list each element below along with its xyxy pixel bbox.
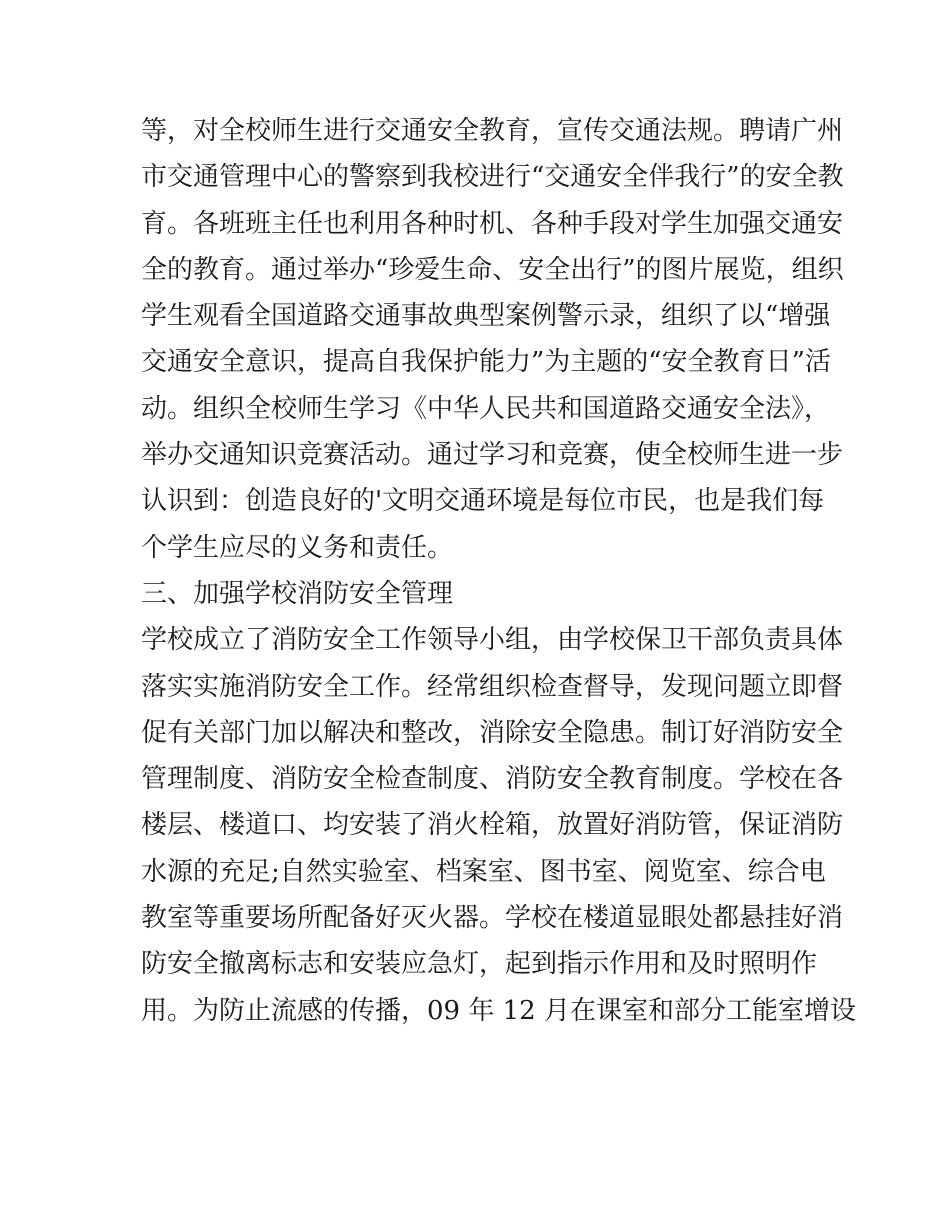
text-line: 管理制度、消防安全检查制度、消防安全教育制度。学校在各 (141, 764, 844, 795)
text-line: 认识到：创造良好的'文明交通环境是每位市民，也是我们每 (141, 486, 825, 517)
text-line: 个学生应尽的义务和责任。 (141, 532, 454, 563)
text-line: 全的教育。通过举办“珍爱生命、安全出行”的图片展览，组织 (141, 254, 844, 285)
text-line: 用。为防止流感的传播，09 年 12 月在课室和部分工能室增设 (141, 995, 856, 1026)
text-line: 楼层、楼道口、均安装了消火栓箱，放置好消防管，保证消防 (141, 810, 844, 841)
text-line: 水源的充足;自然实验室、档案室、图书室、阅览室、综合电 (141, 856, 826, 887)
text-line: 市交通管理中心的警察到我校进行“交通安全伴我行”的安全教 (141, 162, 844, 193)
text-line: 防安全撤离标志和安装应急灯，起到指示作用和及时照明作 (141, 949, 818, 980)
text-line: 动。组织全校师生学习《中华人民共和国道路交通安全法》， (141, 393, 831, 424)
text-line: 学生观看全国道路交通事故典型案例警示录，组织了以“增强 (141, 301, 831, 332)
text-line: 教室等重要场所配备好灭火器。学校在楼道显眼处都悬挂好消 (141, 903, 844, 934)
text-line: 举办交通知识竞赛活动。通过学习和竞赛，使全校师生进一步 (141, 440, 844, 471)
section-heading: 三、加强学校消防安全管理 (141, 578, 454, 609)
text-line: 落实实施消防安全工作。经常组织检查督导，发现问题立即督 (141, 671, 844, 702)
text-line: 促有关部门加以解决和整改，消除安全隐患。制订好消防安全 (141, 717, 844, 748)
body-text (141, 108, 856, 1034)
text-line: 学校成立了消防安全工作领导小组，由学校保卫干部负责具体 (141, 625, 844, 656)
text-line: 交通安全意识，提高自我保护能力”为主题的“安全教育日”活 (141, 347, 831, 378)
text-line: 等，对全校师生进行交通安全教育，宣传交通法规。聘请广州 (141, 116, 844, 146)
text-line: 育。各班班主任也利用各种时机、各种手段对学生加强交通安 (141, 208, 844, 239)
